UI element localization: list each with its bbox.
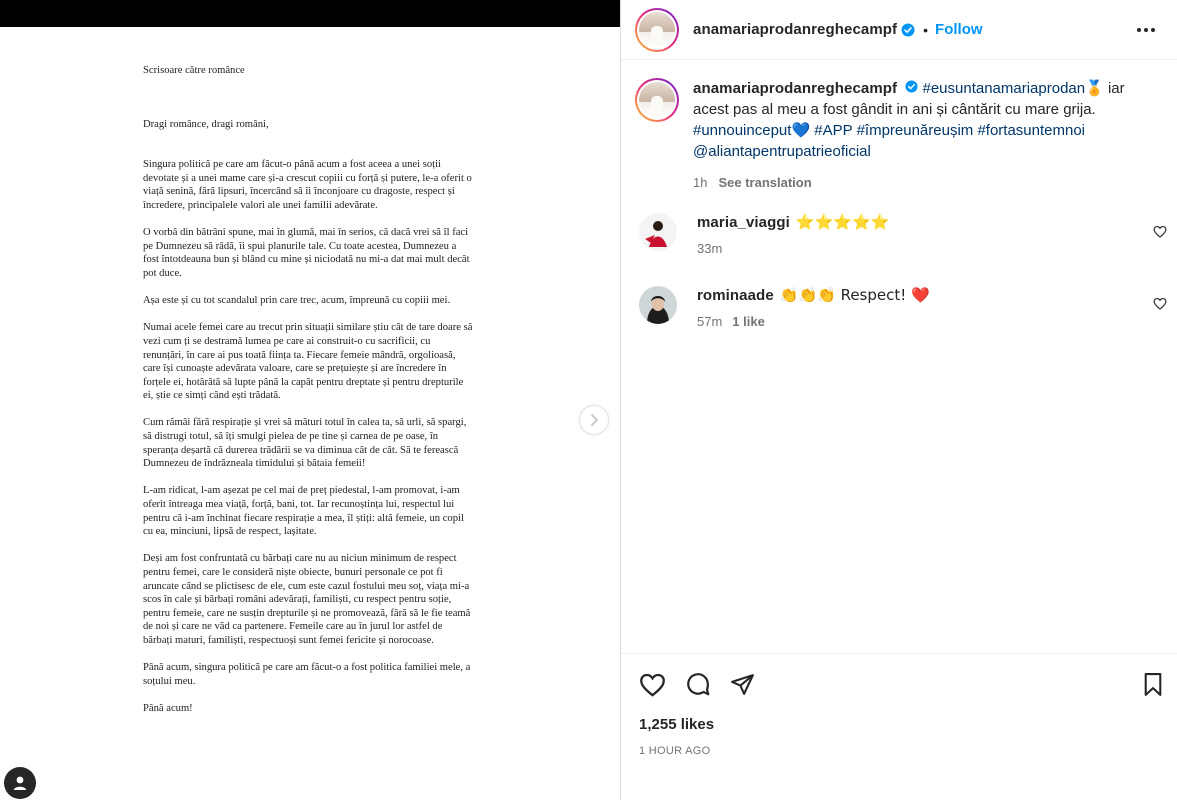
letter-paragraph: Singura politică pe care am făcut-o până acum a fost aceea a unei soții devotate și a unei mame care și-a crescut copiii cu forță și putere, le-a oferit o viață senină, fără lipsuri, încercând să îi înconjoare cu dragoste, respect și încredere, principalele valori ale unei familii adevărate.: [143, 159, 472, 211]
comment-likes[interactable]: 1 like: [732, 314, 765, 329]
comment-meta: [697, 241, 889, 256]
commenter-avatar[interactable]: [639, 213, 677, 251]
caption-body: [693, 78, 1155, 194]
letter-paragraph: Așa este și cu tot scandalul prin care trec, acum, împreună cu copiii mei.: [143, 295, 451, 307]
letter-image: [143, 64, 473, 729]
see-translation-button[interactable]: See translation: [718, 175, 812, 190]
letter-paragraph: Cum rămâi fără respirație și vrei să mături totul în calea ta, să urli, să spargi, să distrugi totul, să îți smulgi pielea de pe tine și carnea de pe oase, în speranța deșartă că durerea trădării se va diminua cât de cât. Să te ferească Dumnezeu de îndrăzneala timidului și bătaia femeii!: [143, 417, 467, 470]
comment-text: ⭐⭐⭐⭐⭐: [795, 213, 890, 231]
more-options-icon[interactable]: [1134, 18, 1158, 42]
verified-badge-icon: [901, 23, 915, 37]
comment-item: [639, 213, 1164, 256]
comment-text: 👏👏👏 Respect! ❤️: [779, 286, 930, 304]
mention-link[interactable]: @aliantapentrupatrieoficial: [693, 142, 871, 160]
commenter-avatar[interactable]: [639, 286, 677, 324]
media-top-bar: [0, 0, 620, 27]
blue-heart-emoji: 💙: [791, 121, 811, 139]
caption-text: iar acest pas al meu a fost gândit in ani și cântărit cu mare grija.: [693, 80, 1125, 118]
share-paper-plane-icon[interactable]: [728, 670, 756, 698]
hashtag-link[interactable]: #eusuntanamariaprodan: [922, 80, 1086, 97]
letter-paragraph: Numai acele femei care au trecut prin situații similare știu cât de tare doare să vezi cum ți se destramă lumea pe care ai construit-o cu sacrificii, cu renunțări, în care ai pus toată ființa ta. Fiecare femeie mândră, orgolioasă, care își cunoaște adevărata valoare, care se prețuiește și are încredere în forțele ei, hotărâtă să lupte până la capăt pentru dreptate și pentru drepturile ei, știe ce simți când ești trădată.: [143, 322, 473, 402]
comment-item: [639, 286, 1164, 329]
comment-username[interactable]: rominaade: [697, 287, 774, 304]
user-account-button[interactable]: [4, 767, 36, 799]
letter-paragraph: Până acum, singura politică pe care am făcut-o a fost politica familiei mele, a soțului meu.: [143, 662, 471, 687]
comment-like-heart-icon[interactable]: [1153, 297, 1167, 315]
letter-paragraph: O vorbă din bătrâni spune, mai în glumă, mai în serios, că dacă vrei să îl faci pe Dumnezeu să râdă, îi spui planurile tale. Cu toate acestea, Dumnezeu a fost întotdeauna bun și blând cu mine și niciodată nu mi-a dat mai mult decât pot duce.: [143, 227, 470, 279]
letter-paragraph: Până acum!: [143, 702, 193, 714]
comment-username[interactable]: maria_viaggi: [697, 214, 790, 231]
separator-dot: •: [923, 21, 929, 38]
hashtag-link[interactable]: #fortasuntemnoi: [977, 122, 1086, 139]
caption-time: 1h: [693, 175, 708, 190]
follow-button[interactable]: Follow: [935, 21, 983, 38]
caption-avatar[interactable]: [635, 78, 679, 122]
comment-body: [697, 286, 930, 329]
letter-paragraph: Deși am fost confruntată cu bărbați care nu au niciun minimum de respect pentru femei, care le consideră niște obiecte, bunuri personale ce pot fi aruncate când se plictisesc de ele, cum este cazul fostului meu soț, viața mi-a scos în cale și bărbați români adevărați, familiști, cu respect pentru soție, pentru femeie, care ne susțin drepturile și ne promovează, fără să le fie teamă de noi și care ne văd ca partenere. Femeile care au în jurul lor astfel de bărbați maturi, familiști, respectuoși sunt femei fericite și norocoase.: [143, 553, 471, 646]
comment-body: [697, 213, 889, 256]
caption-meta: [693, 173, 1155, 194]
next-slide-button[interactable]: [579, 405, 609, 435]
post-caption: [635, 78, 1160, 194]
post-header: [621, 0, 1177, 60]
verified-badge-icon: [905, 80, 918, 93]
save-bookmark-icon[interactable]: [1139, 670, 1167, 698]
comment-meta: [697, 314, 930, 329]
author-username[interactable]: anamariaprodanreghecampf: [693, 21, 898, 38]
letter-heading: Scrisoare către românce: [143, 65, 245, 76]
likes-count[interactable]: 1,255 likes: [639, 716, 715, 733]
comment-like-heart-icon[interactable]: [1153, 225, 1167, 243]
comment-bubble-icon[interactable]: [684, 670, 712, 698]
post-timestamp[interactable]: 1 HOUR AGO: [639, 745, 711, 757]
medal-emoji: 🏅: [1085, 79, 1104, 97]
hashtag-link[interactable]: #unnouinceput: [693, 122, 792, 139]
comment-time: 57m: [697, 314, 723, 329]
comment-time: 33m: [697, 241, 723, 256]
actions-divider: [621, 653, 1177, 654]
hashtag-link[interactable]: #APP: [814, 122, 853, 139]
user-icon: [11, 774, 29, 792]
letter-greeting: Dragi românce, dragi români,: [143, 118, 269, 130]
like-heart-icon[interactable]: [638, 670, 666, 698]
hashtag-link[interactable]: #împreunăreușim: [856, 122, 974, 139]
chevron-right-icon: [588, 413, 600, 427]
caption-username[interactable]: anamariaprodanreghecampf: [693, 80, 898, 97]
letter-paragraph: L-am ridicat, l-am așezat pe cel mai de preț piedestal, l-am promovat, i-am oferit întreaga mea viață, forță, bani, tot. Iar recunoștința lui, respectul lui pentru că i-am închinat fiecare respirație a mea, îl știți: altă femeie, un copil cu ea, minciuni, lipsă de respect, lașitate.: [143, 485, 464, 538]
author-avatar[interactable]: [635, 8, 679, 52]
